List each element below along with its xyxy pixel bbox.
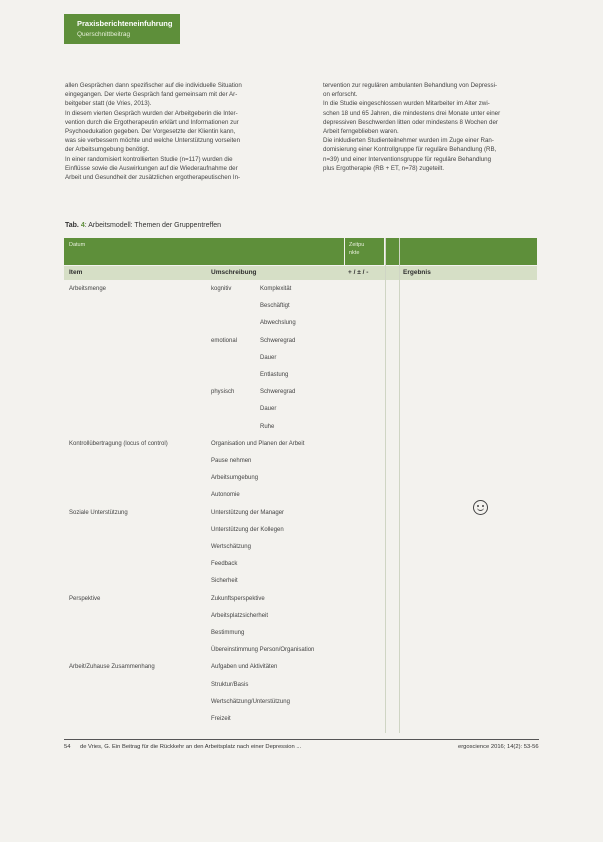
row-description: Organisation und Planen der Arbeit [211, 440, 305, 447]
row-subcategory: physisch [211, 389, 235, 396]
row-item: Arbeit/Zuhause Zusammenhang [69, 664, 155, 671]
body-text-left [65, 81, 289, 182]
date-header: Datum [69, 242, 86, 248]
row-description: Zukunftsperspektive [211, 595, 265, 602]
row-description: Arbeitsplatzsicherheit [211, 612, 269, 619]
column-rating: + / ± / - [348, 269, 369, 276]
row-description: Komplexität [260, 286, 292, 292]
page-number: 54 [64, 744, 71, 750]
time-header-line1: Zeitpu [349, 242, 365, 248]
text-line: on erforscht. [323, 91, 358, 99]
row-description: Dauer [260, 406, 277, 413]
row-description: Autonomie [211, 492, 240, 499]
row-description: Ruhe [260, 423, 275, 430]
row-description: Schweregrad [260, 337, 296, 344]
text-line: In einer randomisiert kontrollierten Studie (n=117) wurden die [65, 155, 233, 163]
column-divider [399, 280, 400, 733]
time-header-line2: nkte [349, 250, 360, 256]
row-subcategory: kognitiv [211, 286, 232, 292]
column-divider [399, 238, 400, 280]
row-description: Freizeit [211, 716, 231, 722]
table-top-header-right [400, 238, 537, 265]
column-item: Item [69, 269, 83, 276]
row-subcategory: emotional [211, 337, 238, 344]
row-description: Sicherheit [211, 578, 238, 585]
row-description: Wertschätzung/Unterstützung [211, 698, 290, 705]
text-line: vention durch die Ergotherapeutin erklärt und Informationen zur [65, 118, 239, 126]
row-description: Arbeitsumgebung [211, 475, 259, 482]
table-caption [65, 222, 221, 229]
row-description: Dauer [260, 354, 277, 361]
row-item: Arbeitsmenge [69, 286, 107, 292]
table-top-header-gap [385, 238, 399, 265]
table-caption-text: : Arbeitsmodell: Themen der Gruppentreffen [84, 222, 222, 229]
text-line: Arbeit ferngeblieben waren. [323, 128, 399, 136]
row-description: Wertschätzung [211, 544, 251, 550]
body-text-right [323, 81, 547, 173]
row-description: Schweregrad [260, 389, 296, 396]
footer-journal: ergoscience 2016; 14(2): 53-56 [458, 744, 539, 750]
text-line: Einflüsse sowie die Auswirkungen auf die Wiederaufnahme der [65, 164, 238, 172]
row-item: Perspektive [69, 595, 101, 602]
text-line: n=39) und einer Interventionsgruppe für reguläre Behandlung [323, 155, 492, 163]
row-description: Entlastung [260, 372, 289, 378]
smiley-mouth [477, 506, 484, 511]
row-description: Pause nehmen [211, 458, 252, 464]
text-line: domisierung einer Kontrollgruppe für reguläre Behandlung (RB, [323, 146, 497, 154]
text-line: tervention zur regulären ambulanten Behandlung von Depressi- [323, 82, 498, 89]
row-item: Kontrollübertragung (locus of control) [69, 440, 168, 447]
section-subtitle: Querschnittbeitrag [77, 31, 131, 38]
text-line: plus Ergotherapie (RB + ET, n=78) zugeteilt. [323, 164, 445, 172]
row-description: Struktur/Basis [211, 681, 249, 688]
row-description: Beschäftigt [260, 303, 290, 310]
row-description: Unterstützung der Kollegen [211, 526, 284, 533]
text-line: eingegangen. Der vierte Gespräch fand gemeinsam mit der Ar- [65, 91, 238, 99]
column-description: Umschreibung [211, 269, 257, 276]
section-header [64, 14, 180, 44]
row-description: Unterstützung der Manager [211, 509, 285, 516]
row-description: Bestimmung [211, 630, 245, 636]
section-title: Praxisberichteneinfuhrung [77, 19, 173, 28]
text-line: schen 18 und 65 Jahren, die mindestens drei Monate unter einer [323, 109, 501, 117]
text-line: was sie verbessern möchte und welche Unterstützung vorseiten [65, 137, 241, 145]
column-result: Ergebnis [403, 269, 431, 276]
text-line: allen Gesprächen dann spezifischer auf die individuelle Situation [65, 82, 242, 89]
text-line: beitgeber statt (de Vries, 2013). [65, 100, 152, 108]
row-description: Abwechslung [260, 320, 296, 327]
row-description: Aufgaben und Aktivitäten [211, 664, 278, 671]
table-top-header-time [345, 238, 384, 265]
text-line: der Arbeitsumgebung benötigt. [65, 146, 150, 154]
text-line: In die Studie eingeschlossen wurden Mitarbeiter im Alter zwi- [323, 100, 490, 108]
text-line: depressiven Beschwerden litten oder mindestens 8 Wochen der [323, 118, 498, 126]
table-top-header-left [64, 238, 344, 265]
text-line: Die inkludierten Studienteilnehmer wurden im Zuge einer Ran- [323, 137, 494, 145]
row-item: Soziale Unterstützung [69, 509, 128, 516]
text-line: Psychoedukation gegeben. Der Vorgesetzte der Klientin kann, [65, 128, 236, 136]
text-line: In diesem vierten Gespräch wurden der Arbeitgeberin die Inter- [65, 109, 238, 117]
column-divider [385, 238, 386, 280]
table-column-header [64, 266, 537, 280]
column-divider [385, 280, 386, 733]
row-description: Feedback [211, 561, 238, 568]
table-caption-prefix: Tab. [65, 222, 79, 229]
text-line: Arbeit und Gesundheit der zusätzlichen ergotherapeutischen In- [65, 174, 241, 182]
table-caption-number: 4 [80, 222, 85, 229]
row-description: Übereinstimmung Person/Organisation [211, 647, 315, 654]
footer-citation: de Vries, G. Ein Beitrag für die Rückkehr an den Arbeitsplatz nach einer Depression ... [80, 744, 302, 750]
smiley-icon [473, 500, 488, 515]
footer-rule [64, 739, 539, 740]
